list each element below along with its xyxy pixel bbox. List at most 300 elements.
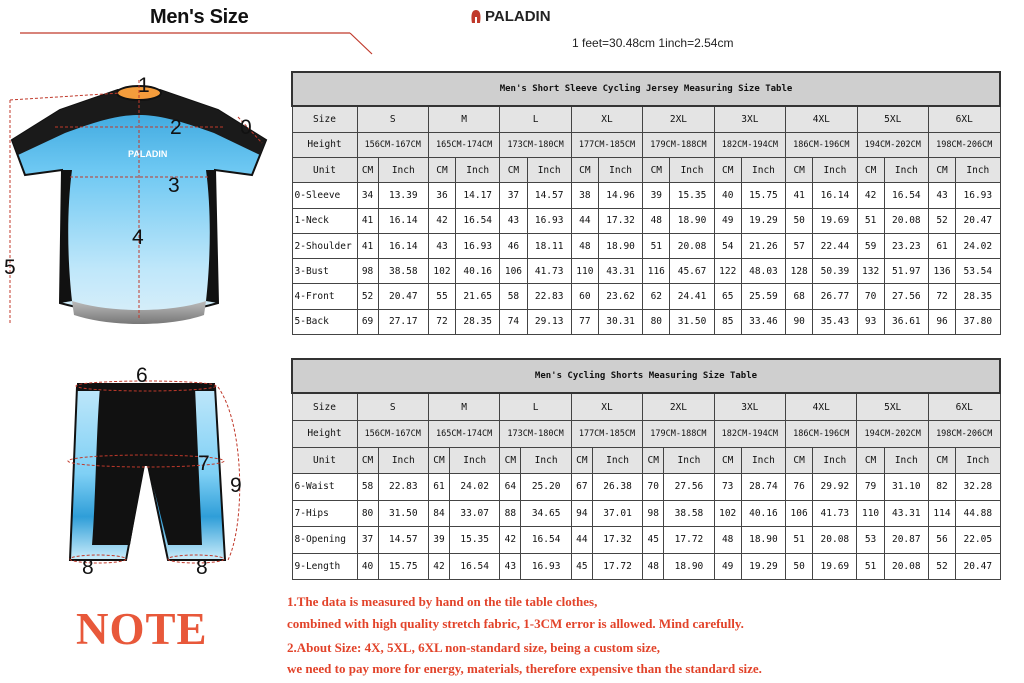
measurement-value: 88	[500, 500, 521, 526]
measurement-value: 110	[571, 259, 598, 284]
unit-inch: Inch	[664, 447, 714, 473]
shorts-size-table	[291, 358, 1001, 580]
measurement-value: 14.17	[456, 183, 500, 208]
measurement-value: 85	[714, 309, 741, 334]
unit-cm: CM	[643, 158, 670, 183]
measurement-value: 48	[643, 553, 664, 580]
measurement-value: 98	[643, 500, 664, 526]
measurement-value: 80	[357, 500, 378, 526]
label-front: 4	[132, 226, 144, 249]
unit-cm: CM	[500, 447, 521, 473]
measurement-value: 38	[571, 183, 598, 208]
jersey-illustration	[0, 75, 280, 345]
measurement-value: 21.65	[456, 284, 500, 309]
measurement-value: 43	[500, 553, 521, 580]
measurement-value: 42	[857, 183, 884, 208]
measurement-value: 51	[643, 233, 670, 258]
measurement-value: 16.14	[378, 233, 428, 258]
measurement-value: 14.57	[527, 183, 571, 208]
measurement-value: 33.46	[741, 309, 785, 334]
size-header: 6XL	[928, 393, 1000, 421]
measurement-value: 53	[857, 527, 884, 553]
size-header: M	[428, 393, 499, 421]
measurement-value: 35.43	[813, 309, 857, 334]
measurement-value: 26.38	[592, 474, 642, 500]
unit-inch: Inch	[741, 158, 785, 183]
measurement-value: 39	[428, 527, 449, 553]
row-label-unit: Unit	[292, 447, 357, 473]
measurement-value: 22.83	[527, 284, 571, 309]
measurement-value: 28.74	[741, 474, 785, 500]
height-range: 165CM-174CM	[428, 132, 499, 157]
measurement-value: 30.31	[598, 309, 642, 334]
measurement-value: 27.17	[378, 309, 428, 334]
measurement-value: 20.47	[956, 208, 1000, 233]
height-range: 186CM-196CM	[786, 421, 857, 447]
height-range: 194CM-202CM	[857, 132, 928, 157]
measurement-value: 18.90	[670, 208, 714, 233]
measurement-value: 28.35	[456, 309, 500, 334]
measurement-value: 84	[428, 500, 449, 526]
measurement-value: 28.35	[956, 284, 1000, 309]
measurement-value: 40	[357, 553, 378, 580]
measurement-value: 106	[786, 500, 813, 526]
measurement-value: 19.29	[741, 553, 785, 580]
unit-inch: Inch	[521, 447, 571, 473]
measurement-value: 19.29	[741, 208, 785, 233]
measurement-value: 46	[500, 233, 527, 258]
measurement-value: 15.75	[741, 183, 785, 208]
measurement-value: 48	[643, 208, 670, 233]
measurement-value: 24.41	[670, 284, 714, 309]
measurement-label: 2-Shoulder	[292, 233, 357, 258]
table-caption: Men's Short Sleeve Cycling Jersey Measuring Size Table	[292, 72, 1000, 106]
label-hips: 7	[198, 452, 210, 475]
measurement-value: 18.11	[527, 233, 571, 258]
height-range: 179CM-188CM	[643, 421, 714, 447]
table-row	[292, 284, 1000, 309]
measurement-value: 45	[643, 527, 664, 553]
measurement-value: 58	[500, 284, 527, 309]
measurement-value: 128	[786, 259, 813, 284]
measurement-value: 106	[500, 259, 527, 284]
measurement-value: 20.47	[378, 284, 428, 309]
unit-cm: CM	[786, 447, 813, 473]
table-row	[292, 259, 1000, 284]
measurement-value: 41	[786, 183, 813, 208]
measurement-value: 56	[928, 527, 955, 553]
size-header: 3XL	[714, 106, 785, 132]
size-header: XL	[571, 393, 642, 421]
unit-inch: Inch	[450, 447, 500, 473]
measurement-value: 62	[643, 284, 670, 309]
measurement-value: 64	[500, 474, 521, 500]
measurement-value: 43	[928, 183, 955, 208]
measurement-value: 37	[500, 183, 527, 208]
table-row	[292, 183, 1000, 208]
measurement-label: 9-Length	[292, 553, 357, 580]
measurement-value: 41	[357, 233, 378, 258]
measurement-value: 110	[857, 500, 884, 526]
measurement-value: 67	[571, 474, 592, 500]
measurement-value: 43	[428, 233, 455, 258]
measurement-value: 55	[428, 284, 455, 309]
measurement-value: 27.56	[884, 284, 928, 309]
measurement-value: 31.10	[884, 474, 928, 500]
unit-inch: Inch	[598, 158, 642, 183]
height-range: 182CM-194CM	[714, 132, 785, 157]
size-header: 5XL	[857, 393, 928, 421]
unit-conversion: 1 feet=30.48cm 1inch=2.54cm	[572, 36, 734, 50]
height-range: 177CM-185CM	[571, 421, 642, 447]
measurement-value: 16.54	[450, 553, 500, 580]
measurement-value: 40	[714, 183, 741, 208]
height-range: 165CM-174CM	[428, 421, 499, 447]
measurement-value: 17.32	[598, 208, 642, 233]
measurement-value: 44	[571, 208, 598, 233]
label-back: 5	[4, 256, 16, 279]
unit-cm: CM	[428, 158, 455, 183]
measurement-value: 15.35	[450, 527, 500, 553]
unit-inch: Inch	[456, 158, 500, 183]
label-sleeve: 0	[240, 116, 252, 139]
size-header: 6XL	[928, 106, 1000, 132]
measurement-value: 43	[500, 208, 527, 233]
unit-cm: CM	[571, 158, 598, 183]
size-header: 4XL	[786, 106, 857, 132]
measurement-value: 15.75	[378, 553, 428, 580]
measurement-value: 68	[786, 284, 813, 309]
measurement-value: 16.54	[884, 183, 928, 208]
size-header: S	[357, 106, 428, 132]
height-range: 177CM-185CM	[571, 132, 642, 157]
unit-inch: Inch	[527, 158, 571, 183]
row-label-height: Height	[292, 421, 357, 447]
measurement-value: 45.67	[670, 259, 714, 284]
unit-inch: Inch	[884, 158, 928, 183]
table-row	[292, 233, 1000, 258]
measurement-value: 38.58	[664, 500, 714, 526]
measurement-value: 18.90	[664, 553, 714, 580]
measurement-label: 3-Bust	[292, 259, 357, 284]
measurement-value: 32.28	[956, 474, 1000, 500]
measurement-value: 14.57	[378, 527, 428, 553]
measurement-value: 82	[928, 474, 955, 500]
unit-cm: CM	[786, 158, 813, 183]
measurement-value: 51	[786, 527, 813, 553]
size-header: 2XL	[643, 393, 714, 421]
label-neck: 1	[138, 74, 150, 97]
size-header: 5XL	[857, 106, 928, 132]
label-bust: 3	[168, 174, 180, 197]
measurement-value: 45	[571, 553, 592, 580]
measurement-value: 102	[428, 259, 455, 284]
label-opening-right: 8	[196, 556, 208, 579]
height-range: 194CM-202CM	[857, 421, 928, 447]
measurement-value: 14.96	[598, 183, 642, 208]
brand-name: PALADIN	[485, 8, 551, 25]
measurement-value: 70	[857, 284, 884, 309]
measurement-value: 80	[643, 309, 670, 334]
measurement-value: 132	[857, 259, 884, 284]
unit-cm: CM	[857, 447, 884, 473]
unit-cm: CM	[571, 447, 592, 473]
measurement-value: 16.93	[521, 553, 571, 580]
measurement-value: 54	[714, 233, 741, 258]
height-range: 156CM-167CM	[357, 132, 428, 157]
height-range: 179CM-188CM	[643, 132, 714, 157]
measurement-value: 122	[714, 259, 741, 284]
measurement-value: 40.16	[456, 259, 500, 284]
measurement-value: 16.93	[956, 183, 1000, 208]
svg-text:PALADIN: PALADIN	[128, 149, 168, 159]
table-caption: Men's Cycling Shorts Measuring Size Table	[292, 359, 1000, 393]
table-row	[292, 527, 1000, 553]
note-line-4: we need to pay more for energy, materials, therefore expensive than the standard size.	[287, 661, 762, 676]
measurement-value: 24.02	[450, 474, 500, 500]
label-opening-left: 8	[82, 556, 94, 579]
height-range: 198CM-206CM	[928, 132, 1000, 157]
measurement-value: 48.03	[741, 259, 785, 284]
height-range: 156CM-167CM	[357, 421, 428, 447]
measurement-value: 23.23	[884, 233, 928, 258]
unit-inch: Inch	[813, 158, 857, 183]
measurement-value: 61	[928, 233, 955, 258]
unit-inch: Inch	[884, 447, 928, 473]
measurement-value: 116	[643, 259, 670, 284]
measurement-value: 22.44	[813, 233, 857, 258]
measurement-value: 16.93	[456, 233, 500, 258]
brand-logo	[470, 8, 551, 25]
measurement-value: 23.62	[598, 284, 642, 309]
table-row	[292, 309, 1000, 334]
unit-inch: Inch	[956, 447, 1000, 473]
measurement-value: 20.08	[813, 527, 857, 553]
measurement-value: 53.54	[956, 259, 1000, 284]
unit-cm: CM	[500, 158, 527, 183]
size-header: 4XL	[786, 393, 857, 421]
measurement-value: 76	[786, 474, 813, 500]
measurement-value: 93	[857, 309, 884, 334]
measurement-value: 37.80	[956, 309, 1000, 334]
measurement-value: 21.26	[741, 233, 785, 258]
row-label-height: Height	[292, 132, 357, 157]
table-row	[292, 500, 1000, 526]
measurement-value: 114	[928, 500, 955, 526]
measurement-label: 1-Neck	[292, 208, 357, 233]
measurement-value: 31.50	[378, 500, 428, 526]
measurement-value: 74	[500, 309, 527, 334]
measurement-label: 6-Waist	[292, 474, 357, 500]
measurement-value: 34.65	[521, 500, 571, 526]
measurement-value: 16.14	[378, 208, 428, 233]
table-row	[292, 208, 1000, 233]
measurement-value: 40.16	[741, 500, 785, 526]
measurement-value: 72	[428, 309, 455, 334]
measurement-label: 8-Opening	[292, 527, 357, 553]
measurement-value: 16.14	[813, 183, 857, 208]
unit-cm: CM	[357, 447, 378, 473]
measurement-value: 57	[786, 233, 813, 258]
measurement-value: 18.90	[741, 527, 785, 553]
measurement-value: 34	[357, 183, 378, 208]
measurement-value: 72	[928, 284, 955, 309]
measurement-value: 25.20	[521, 474, 571, 500]
measurement-value: 52	[928, 553, 955, 580]
unit-cm: CM	[428, 447, 449, 473]
measurement-value: 49	[714, 553, 741, 580]
size-header: L	[500, 106, 571, 132]
measurement-value: 20.08	[884, 553, 928, 580]
height-range: 198CM-206CM	[928, 421, 1000, 447]
helmet-icon	[470, 9, 482, 25]
note-title: NOTE	[76, 604, 208, 654]
measurement-value: 20.87	[884, 527, 928, 553]
measurement-value: 51.97	[884, 259, 928, 284]
measurement-value: 29.13	[527, 309, 571, 334]
note-line-3: 2.About Size: 4X, 5XL, 6XL non-standard size, being a custom size,	[287, 640, 661, 655]
size-header: M	[428, 106, 499, 132]
jersey-size-table	[291, 71, 1001, 335]
measurement-value: 73	[714, 474, 741, 500]
measurement-label: 7-Hips	[292, 500, 357, 526]
measurement-value: 94	[571, 500, 592, 526]
label-length: 9	[230, 474, 242, 497]
row-label-size: Size	[292, 106, 357, 132]
measurement-value: 48	[714, 527, 741, 553]
table-row	[292, 553, 1000, 580]
measurement-value: 42	[428, 208, 455, 233]
measurement-value: 22.05	[956, 527, 1000, 553]
measurement-value: 70	[643, 474, 664, 500]
measurement-value: 96	[928, 309, 955, 334]
unit-cm: CM	[928, 158, 955, 183]
title-underline	[20, 28, 380, 58]
measurement-value: 17.72	[664, 527, 714, 553]
measurement-value: 31.50	[670, 309, 714, 334]
shorts-illustration	[40, 375, 260, 585]
label-shoulder: 2	[170, 116, 182, 139]
unit-inch: Inch	[813, 447, 857, 473]
measurement-value: 59	[857, 233, 884, 258]
note-line-1: 1.The data is measured by hand on the tile table clothes,	[287, 594, 598, 609]
measurement-value: 20.08	[670, 233, 714, 258]
unit-inch: Inch	[378, 158, 428, 183]
size-header: L	[500, 393, 571, 421]
unit-cm: CM	[857, 158, 884, 183]
row-label-size: Size	[292, 393, 357, 421]
unit-inch: Inch	[592, 447, 642, 473]
measurement-value: 69	[357, 309, 378, 334]
measurement-value: 42	[428, 553, 449, 580]
height-range: 186CM-196CM	[786, 132, 857, 157]
measurement-value: 65	[714, 284, 741, 309]
measurement-value: 36.61	[884, 309, 928, 334]
measurement-value: 48	[571, 233, 598, 258]
measurement-value: 50.39	[813, 259, 857, 284]
measurement-value: 50	[786, 208, 813, 233]
measurement-value: 61	[428, 474, 449, 500]
measurement-value: 77	[571, 309, 598, 334]
unit-cm: CM	[928, 447, 955, 473]
measurement-value: 51	[857, 208, 884, 233]
measurement-value: 20.47	[956, 553, 1000, 580]
measurement-value: 33.07	[450, 500, 500, 526]
measurement-value: 19.69	[813, 553, 857, 580]
unit-inch: Inch	[378, 447, 428, 473]
measurement-value: 20.08	[884, 208, 928, 233]
measurement-value: 90	[786, 309, 813, 334]
measurement-value: 52	[357, 284, 378, 309]
size-header: XL	[571, 106, 642, 132]
measurement-value: 38.58	[378, 259, 428, 284]
size-header: S	[357, 393, 428, 421]
unit-cm: CM	[714, 447, 741, 473]
measurement-value: 22.83	[378, 474, 428, 500]
measurement-value: 37.01	[592, 500, 642, 526]
measurement-value: 41.73	[527, 259, 571, 284]
measurement-value: 41	[357, 208, 378, 233]
unit-inch: Inch	[956, 158, 1000, 183]
measurement-value: 37	[357, 527, 378, 553]
measurement-label: 4-Front	[292, 284, 357, 309]
measurement-value: 19.69	[813, 208, 857, 233]
measurement-value: 60	[571, 284, 598, 309]
measurement-value: 17.32	[592, 527, 642, 553]
measurement-value: 13.39	[378, 183, 428, 208]
measurement-value: 16.93	[527, 208, 571, 233]
measurement-value: 24.02	[956, 233, 1000, 258]
unit-inch: Inch	[741, 447, 785, 473]
measurement-value: 102	[714, 500, 741, 526]
measurement-value: 16.54	[521, 527, 571, 553]
measurement-value: 17.72	[592, 553, 642, 580]
measurement-value: 58	[357, 474, 378, 500]
table-row	[292, 474, 1000, 500]
measurement-value: 18.90	[598, 233, 642, 258]
label-waist: 6	[136, 364, 148, 387]
row-label-unit: Unit	[292, 158, 357, 183]
measurement-value: 15.35	[670, 183, 714, 208]
measurement-value: 42	[500, 527, 521, 553]
measurement-value: 36	[428, 183, 455, 208]
measurement-value: 49	[714, 208, 741, 233]
measurement-value: 43.31	[598, 259, 642, 284]
measurement-value: 79	[857, 474, 884, 500]
measurement-value: 41.73	[813, 500, 857, 526]
height-range: 173CM-180CM	[500, 132, 571, 157]
measurement-value: 44	[571, 527, 592, 553]
measurement-label: 5-Back	[292, 309, 357, 334]
measurement-value: 98	[357, 259, 378, 284]
height-range: 173CM-180CM	[500, 421, 571, 447]
size-header: 2XL	[643, 106, 714, 132]
measurement-value: 39	[643, 183, 670, 208]
measurement-value: 16.54	[456, 208, 500, 233]
page-title: Men's Size	[150, 6, 249, 28]
height-range: 182CM-194CM	[714, 421, 785, 447]
unit-cm: CM	[643, 447, 664, 473]
measurement-value: 43.31	[884, 500, 928, 526]
size-header: 3XL	[714, 393, 785, 421]
measurement-value: 51	[857, 553, 884, 580]
measurement-value: 29.92	[813, 474, 857, 500]
unit-inch: Inch	[670, 158, 714, 183]
measurement-label: 0-Sleeve	[292, 183, 357, 208]
unit-cm: CM	[357, 158, 378, 183]
unit-cm: CM	[714, 158, 741, 183]
measurement-value: 136	[928, 259, 955, 284]
